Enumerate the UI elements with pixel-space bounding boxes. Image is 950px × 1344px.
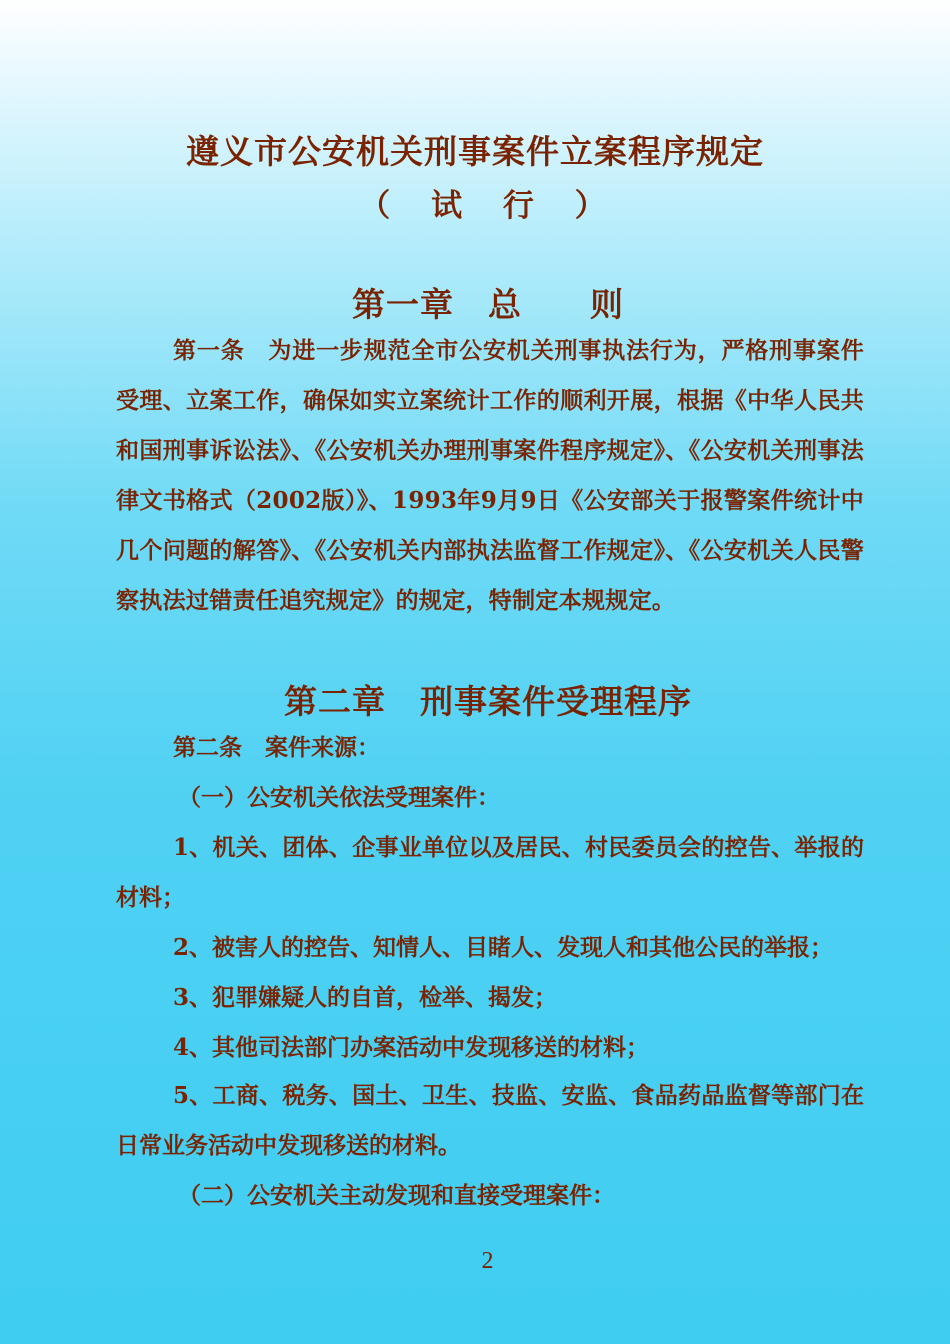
chapter-1-heading: 第一章 总 则 — [352, 285, 624, 324]
list-item-4: 4、其他司法部门办案活动中发现移送的材料； — [173, 1034, 650, 1061]
list-item-3: 3、犯罪嫌疑人的自首，检举、揭发； — [173, 984, 558, 1011]
page-number: 2 — [481, 1248, 494, 1274]
article-2-heading: 第二条 案件来源： — [173, 734, 380, 761]
article-1-paragraph: 第一条 为进一步规范全市公安机关刑事执法行为，严格刑事案件受理、立案工作，确保如实立案统计工作的顺利开展，根据《中华人民共和国刑事诉讼法》、《公安机关办理刑事案件程序规定》、《公安机关刑事法律文书格式（2002版）》、1993年9月9日《公安部关于报警案件统计中几个问题的解答》、《公安机关内部执法监督工作规定》、《公安机关人民警察执法过错责任追究规定》的规定，特制定本规规定。 — [116, 337, 864, 614]
document-subtitle: （ 试 行 ） — [359, 188, 616, 224]
chapter-2-heading: 第二章 刑事案件受理程序 — [284, 682, 692, 721]
list-item-1: 1、机关、团体、企事业单位以及居民、村民委员会的控告、举报的材料； — [116, 834, 864, 911]
list-item-5: 5、工商、税务、国土、卫生、技监、安监、食品药品监督等部门在日常业务活动中发现移送的材料。 — [116, 1082, 864, 1159]
section-1-heading: （一）公安机关依法受理案件： — [178, 784, 500, 811]
list-item-2: 2、被害人的控告、知情人、目睹人、发现人和其他公民的举报； — [173, 934, 834, 961]
document-title: 遵义市公安机关刑事案件立案程序规定 — [186, 132, 764, 171]
section-2-heading: （二）公安机关主动发现和直接受理案件： — [178, 1182, 615, 1209]
